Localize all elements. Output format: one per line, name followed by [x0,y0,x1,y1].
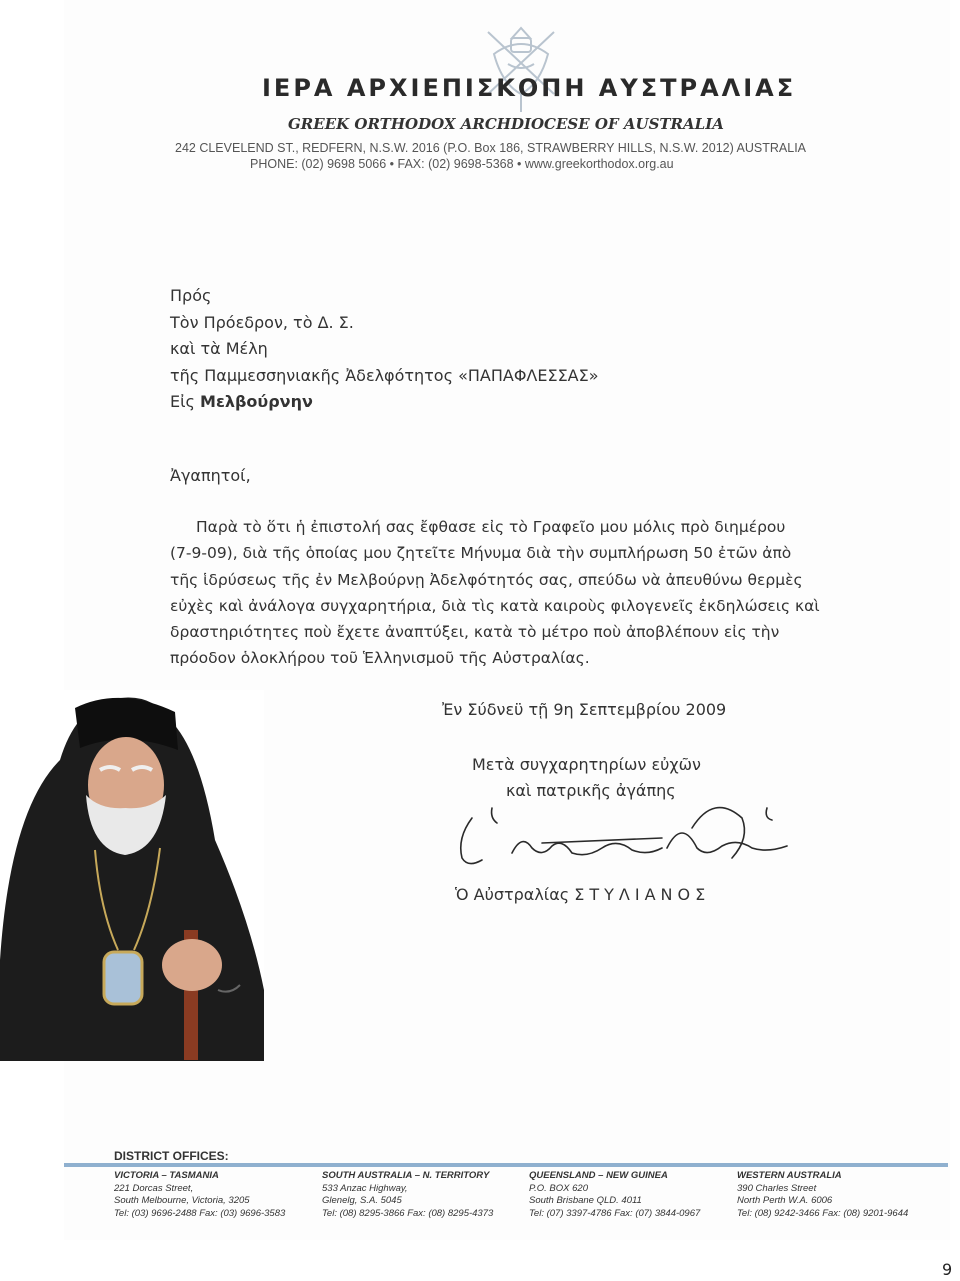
office-phone: Tel: (08) 9242-3466 Fax: (08) 9201-9644 [737,1207,909,1219]
greeting: Ἀγαπητοί, [170,466,251,485]
office-street: 221 Dorcas Street, [114,1182,194,1194]
body-line: (7-9-09), διὰ τῆς ὁποίας μου ζητεῖτε Μήνυμα διὰ τὴν συμπλήρωση 50 ἐτῶν ἀπὸ [170,544,792,563]
office-region: VICTORIA – TASMANIA [114,1170,219,1181]
office-phone: Tel: (07) 3397-4786 Fax: (07) 3844-0967 [529,1207,701,1219]
office-queensland [529,1170,700,1220]
letter-body [170,514,870,672]
archdiocese-crest-icon [478,24,564,116]
recipient-line: Τὸν Πρόεδρον, τὸ Δ. Σ. [170,312,354,332]
letterhead-english-title: GREEK ORTHODOX ARCHDIOCESE OF AUSTRALIA [288,115,724,133]
office-street: P.O. BOX 620 [529,1182,588,1194]
recipient-city-line [170,389,599,416]
office-phone: Tel: (08) 8295-3866 Fax: (08) 8295-4373 [322,1207,494,1219]
office-south-australia [322,1170,493,1220]
body-line: πρόοδον ὁλοκλήρου τοῦ Ἑλληνισμοῦ τῆς Αὐστραλίας. [170,649,590,668]
body-line: δραστηριότητες ποὺ ἔχετε ἀναπτύξει, κατὰ τὸ μέτρο ποὺ ἀποβλέπουν εἰς τὴν [170,623,780,642]
office-city: South Melbourne, Victoria, 3205 [114,1195,250,1206]
page-number: 9 [942,1260,953,1279]
date-line: Ἐν Σύδνεϋ τῇ 9η Σεπτεμβρίου 2009 [442,700,727,719]
office-region: QUEENSLAND – NEW GUINEA [529,1170,668,1181]
closing-line: καὶ πατρικῆς ἀγάπης [506,781,676,800]
office-city: South Brisbane QLD. 4011 [529,1195,642,1206]
recipient-city: Μελβούρνην [200,392,313,411]
recipient-line: καὶ τὰ Μέλη [170,339,268,358]
closing-line: Μετὰ συγχαρητηρίων εὐχῶν [472,755,701,774]
office-city: North Perth W.A. 6006 [737,1195,833,1206]
office-victoria [114,1170,285,1220]
office-region: SOUTH AUSTRALIA – N. TERRITORY [322,1170,490,1181]
office-phone: Tel: (03) 9696-2488 Fax: (03) 9696-3583 [114,1207,286,1219]
body-line: εὐχὲς καὶ ἀνάλογα συγχαρητήρια, διὰ τὶς κατὰ καιροὺς φιλογενεῖς ἐκδηλώσεις καὶ [170,596,820,615]
letterhead-contact: PHONE: (02) 9698 5066 • FAX: (02) 9698-5368 • www.greekorthodox.org.au [250,157,674,171]
recipient-line: Πρός [170,286,212,305]
office-street: 533 Anzac Highway, [322,1182,408,1194]
body-line: Παρὰ τὸ ὅτι ἡ ἐπιστολή σας ἔφθασε εἰς τὸ Γραφεῖο μου μόλις πρὸ διημέρου [196,518,786,536]
letterhead-address: 242 CLEVELEND ST., REDFERN, N.S.W. 2016 (P.O. Box 186, STRAWBERRY HILLS, N.S.W. 2012) AUSTRALIA [175,141,807,155]
recipient-block [170,283,599,416]
letterhead-greek-title: ΙΕΡΑ ΑΡΧΙΕΠΙΣΚΟΠΗ ΑΥΣΤΡΑΛΙΑΣ [262,74,797,102]
body-line: τῆς ἱδρύσεως τῆς ἐν Μελβούρνῃ Ἀδελφότητός σας, σπεύδω νὰ ἀπευθύνω θερμὲς [170,570,803,589]
closing-block [472,752,701,804]
signatory-name [455,885,710,904]
handwritten-signature [452,798,792,888]
recipient-prefix: Εἰς [170,392,195,411]
office-street: 390 Charles Street [737,1182,817,1194]
office-western-australia [737,1170,908,1220]
signatory-surname: ΣΤΥΛΙΑΝΟΣ [574,885,711,904]
archbishop-portrait-photo [0,690,264,1061]
district-offices-heading: DISTRICT OFFICES: [114,1149,229,1163]
footer-divider [64,1163,948,1167]
office-region: WESTERN AUSTRALIA [737,1170,842,1181]
recipient-line: τῆς Παμμεσσηνιακῆς Ἀδελφότητος «ΠΑΠΑΦΛΕΣΣΑΣ» [170,365,599,385]
office-city: Glenelg, S.A. 5045 [322,1195,402,1206]
signatory-title: Ὁ Αὐστραλίας [455,885,570,904]
